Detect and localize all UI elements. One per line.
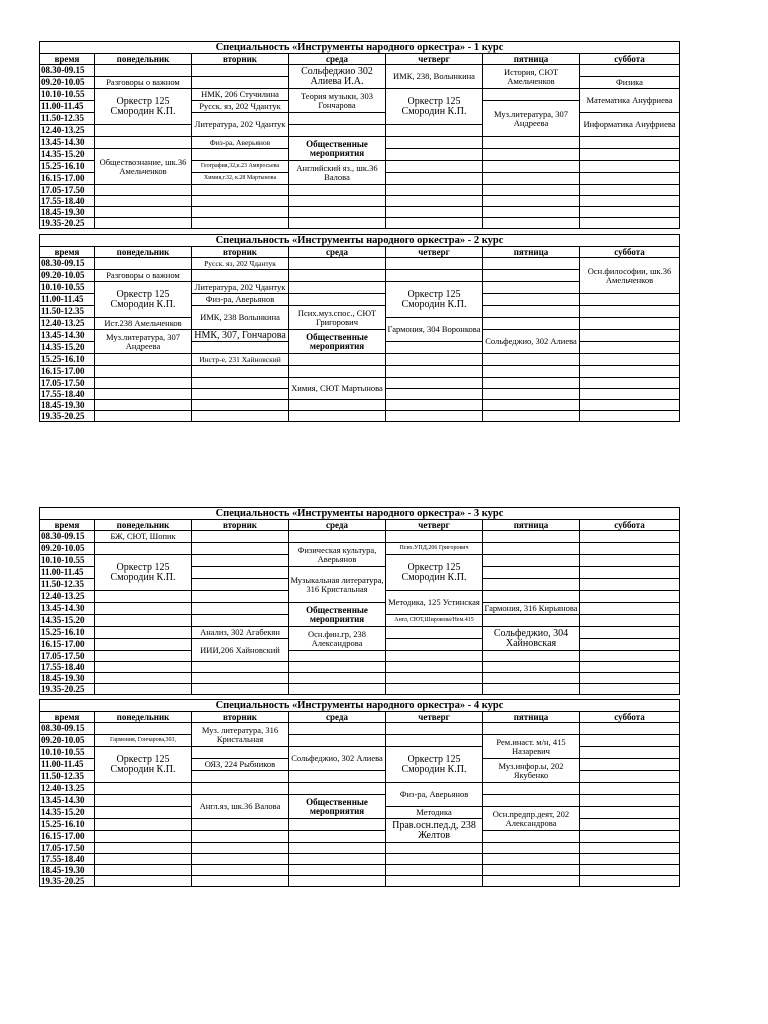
lesson-cell: НМК, 307, Гончарова [192,330,289,342]
time-slot: 08.30-09.15 [40,65,95,77]
course-title: Специальность «Инструменты народного оркестра» - 1 курс [40,42,680,54]
lesson-cell: НМК, 206 Стучилина [192,89,289,101]
schedule-course-1 [39,41,680,229]
time-slot: 17.55-18.40 [40,854,95,865]
lesson-cell: Ист.238 Амельченков [95,318,192,330]
lesson-cell: БЖ, СЮТ, Шопик [95,531,192,543]
lesson-cell: Оркестр 125 Смородин К.П. [386,282,483,318]
lesson-cell: Осн.философии, шк.36 Амельченков [580,258,680,294]
lesson-cell: Информатика Ануфриева [580,113,680,137]
time-slot: 11.50-12.35 [40,306,95,318]
header-time: время [40,247,95,258]
time-slot: 18.45-19.30 [40,865,95,876]
header-time: время [40,54,95,65]
lesson-cell: Музыкальная литература, 316 Кристальная [289,567,386,603]
lesson-cell: Гармония, 304 Воронкова [386,318,483,342]
lesson-cell: Сольфеджио 302 Алиева И.А. [289,65,386,89]
time-slot: 09.20-10.05 [40,735,95,747]
lesson-cell: Химия,г.32, к.28 Мартынова [192,173,289,185]
lesson-cell: Литература, 202 Чдантук [192,282,289,294]
time-slot: 13.45-14.30 [40,330,95,342]
lesson-cell: Теория музыки, 303 Гончарова [289,89,386,113]
time-slot: 15.25-16.10 [40,161,95,173]
header-friday: пятница [483,54,580,65]
lesson-cell: Методика, 125 Устинская [386,591,483,615]
lesson-cell: Общественные мероприятия [289,137,386,161]
course-title: Специальность «Инструменты народного оркестра» - 2 курс [40,235,680,247]
lesson-cell: Русск. яз, 202 Чдантук [192,101,289,113]
time-slot: 12.40-13.25 [40,591,95,603]
lesson-cell: Сольфеджио, 304 Хайновская [483,627,580,651]
time-slot: 17.55-18.40 [40,196,95,207]
lesson-cell: Химия, СЮТ Мартынова [289,378,386,400]
lesson-cell: Оркестр 125 Смородин К.П. [95,89,192,125]
header-friday: пятница [483,520,580,531]
time-slot: 08.30-09.15 [40,723,95,735]
time-slot: 09.20-10.05 [40,270,95,282]
header-saturday: суббота [580,520,680,531]
time-slot: 11.00-11.45 [40,567,95,579]
time-slot: 11.50-12.35 [40,771,95,783]
lesson-cell: Оркестр 125 Смородин К.П. [95,282,192,318]
time-slot: 19.35-20.25 [40,218,95,229]
time-slot: 11.50-12.35 [40,113,95,125]
time-slot: 15.25-16.10 [40,819,95,831]
header-wednesday: среда [289,54,386,65]
time-slot: 14.35-15.20 [40,807,95,819]
time-slot: 14.35-15.20 [40,342,95,354]
lesson-cell: Физика [580,77,680,89]
lesson-cell: География,32,к.23 Амвросьева [192,161,289,173]
header-monday: понедельник [95,520,192,531]
schedule-course-4 [39,699,680,887]
lesson-cell: Сольфеджио, 302 Алиева [483,330,580,354]
time-slot: 13.45-14.30 [40,137,95,149]
lesson-cell: Математика Ануфриева [580,89,680,113]
time-slot: 14.35-15.20 [40,149,95,161]
lesson-cell: Англ, СЮТ,Широкова/Нем.415 [386,615,483,627]
time-slot: 09.20-10.05 [40,77,95,89]
time-slot: 18.45-19.30 [40,673,95,684]
header-tuesday: вторник [192,54,289,65]
lesson-cell: Оркестр 125 Смородин К.П. [95,747,192,783]
header-wednesday: среда [289,712,386,723]
header-tuesday: вторник [192,712,289,723]
header-saturday: суббота [580,54,680,65]
time-slot: 08.30-09.15 [40,531,95,543]
header-monday: понедельник [95,247,192,258]
schedule-course-2 [39,234,680,422]
lesson-cell: Физ-ра, Аверьянов [192,137,289,149]
lesson-cell: Оркестр 125 Смородин К.П. [386,555,483,591]
lesson-cell: Муз.литература, 307 Андреева [483,101,580,137]
course-title: Специальность «Инструменты народного оркестра» - 4 курс [40,700,680,712]
header-thursday: четверг [386,247,483,258]
time-slot: 08.30-09.15 [40,258,95,270]
time-slot: 16.15-17.00 [40,639,95,651]
lesson-cell: ИИИ,206 Хайновский [192,639,289,662]
lesson-cell: Прав.осн.пед.д, 238 Желтов [386,819,483,843]
header-thursday: четверг [386,54,483,65]
lesson-cell: Гармония, Гончарова,303, [95,735,192,747]
time-slot: 17.05-17.50 [40,651,95,662]
header-tuesday: вторник [192,520,289,531]
time-slot: 17.05-17.50 [40,378,95,389]
time-slot: 17.55-18.40 [40,389,95,400]
time-slot: 19.35-20.25 [40,876,95,887]
header-friday: пятница [483,712,580,723]
lesson-cell: Рем.инаст. м/н, 415 Назаревич [483,735,580,759]
time-slot: 13.45-14.30 [40,795,95,807]
lesson-cell: Оркестр 125 Смородин К.П. [386,89,483,125]
time-slot: 10.10-10.55 [40,747,95,759]
lesson-cell: Физическая культура, Аверьянов [289,543,386,567]
header-time: время [40,712,95,723]
time-slot: 19.35-20.25 [40,684,95,695]
schedule-course-3 [39,507,680,695]
time-slot: 17.05-17.50 [40,185,95,196]
time-slot: 14.35-15.20 [40,615,95,627]
lesson-cell: Оркестр 125 Смородин К.П. [386,747,483,783]
lesson-cell: История, СЮТ Амельченков [483,65,580,89]
lesson-cell: Осн.предпр.деят, 202 Александрова [483,807,580,831]
header-monday: понедельник [95,712,192,723]
lesson-cell: Муз.литература, 307 Андреева [95,330,192,354]
time-slot: 19.35-20.25 [40,411,95,422]
header-wednesday: среда [289,247,386,258]
time-slot: 10.10-10.55 [40,89,95,101]
time-slot: 12.40-13.25 [40,783,95,795]
time-slot: 16.15-17.00 [40,366,95,378]
lesson-cell: Общественные мероприятия [289,330,386,354]
time-slot: 11.00-11.45 [40,101,95,113]
lesson-cell: ИМК, 238 Волынкина [192,306,289,330]
time-slot: 15.25-16.10 [40,627,95,639]
lesson-cell: Псих.УПД,206 Григорович [386,543,483,555]
lesson-cell: ИМК, 238, Волынкина [386,65,483,89]
lesson-cell: Сольфеджио, 302 Алиева [289,747,386,771]
header-thursday: четверг [386,712,483,723]
lesson-cell: Разговоры о важном [95,77,192,89]
lesson-cell: Разговоры о важном [95,270,192,282]
time-slot: 17.05-17.50 [40,843,95,854]
time-slot: 17.55-18.40 [40,662,95,673]
time-slot: 18.45-19.30 [40,400,95,411]
lesson-cell: Муз.инфор.ы, 202 Якубенко [483,759,580,783]
header-monday: понедельник [95,54,192,65]
time-slot: 11.50-12.35 [40,579,95,591]
time-slot: 11.00-11.45 [40,294,95,306]
lesson-cell: Гармония, 316 Кирьянова [484,603,578,613]
time-slot: 10.10-10.55 [40,282,95,294]
lesson-cell: Общественные мероприятия [289,795,386,819]
time-slot: 10.10-10.55 [40,555,95,567]
lesson-cell: Обществознание, шк.36 Амельченков [95,149,192,185]
lesson-cell: ОЯЗ, 224 Рыбников [192,759,289,771]
header-thursday: четверг [386,520,483,531]
lesson-cell: Муз. литература, 316 Кристальная [192,723,289,747]
time-slot: 16.15-17.00 [40,173,95,185]
lesson-cell: Английский яз., шк.36 Валова [289,161,386,185]
header-time: время [40,520,95,531]
lesson-cell: Общественные мероприятия [289,603,386,627]
lesson-cell: Русск. яз, 202 Чдантук [192,258,289,270]
time-slot: 11.00-11.45 [40,759,95,771]
lesson-cell: Анализ, 302 Агабекян [192,627,289,639]
time-slot: 15.25-16.10 [40,354,95,366]
time-slot: 16.15-17.00 [40,831,95,843]
header-wednesday: среда [289,520,386,531]
time-slot: 12.40-13.25 [40,125,95,137]
course-title: Специальность «Инструменты народного оркестра» - 3 курс [40,508,680,520]
lesson-cell: Физ-ра, Аверьянов [386,783,483,807]
lesson-cell: Литература, 202 Чдантук [192,113,289,137]
lesson-cell: Оркестр 125 Смородин К.П. [95,555,192,591]
lesson-cell: Инстр-е, 231 Хайновский [192,354,289,366]
header-tuesday: вторник [192,247,289,258]
lesson-cell: Псих.муз.спос., СЮТ Григорович [289,306,386,330]
time-slot: 13.45-14.30 [40,603,95,615]
lesson-cell: Осн.фин.гр, 238 Александрова [289,627,386,651]
time-slot: 18.45-19.30 [40,207,95,218]
header-saturday: суббота [580,712,680,723]
time-slot: 12.40-13.25 [40,318,95,330]
header-friday: пятница [483,247,580,258]
lesson-cell: Англ.яз, шк.36 Валова [192,795,289,819]
time-slot: 09.20-10.05 [40,543,95,555]
lesson-cell: Физ-ра, Аверьянов [192,294,289,306]
header-saturday: суббота [580,247,680,258]
lesson-cell: Методика [386,807,483,819]
